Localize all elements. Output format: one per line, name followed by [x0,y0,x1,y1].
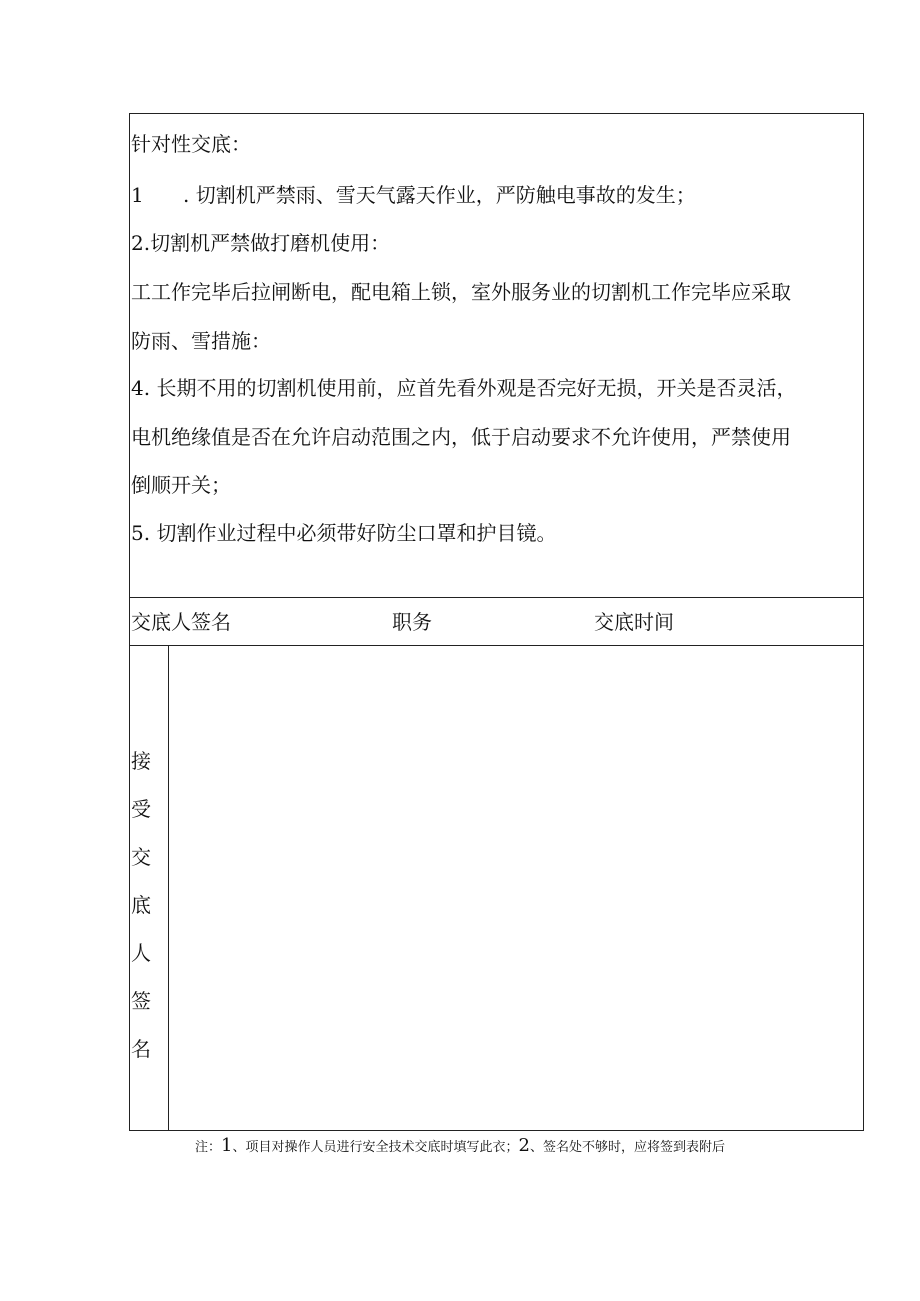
disclosure-time-label: 交底时间 [594,610,674,634]
footnote [0,1136,920,1158]
footnote-prefix: 注： [195,1140,222,1155]
briefing-item-1-number: 1 [131,183,144,207]
divider-signature-bottom [129,645,864,646]
briefing-heading: 针对性交底： [131,132,251,156]
footnote-text-2: 、签名处不够时，应将签到表附后 [529,1140,725,1155]
briefing-item-4-line-2: 电机绝缘值是否在允许启动范围之内，低于启动要求不允许使用，严禁使用 [131,425,791,449]
briefing-item-4-line-1: 4. 长期不用的切割机使用前，应首先看外观是否完好无损，开关是否灵活， [131,376,797,400]
briefing-item-3-line-1: 工工作完毕后拉闸断电，配电箱上锁，室外服务业的切割机工作完毕应采取 [131,280,791,304]
briefing-item-5: 5. 切割作业过程中必须带好防尘口罩和护目镜。 [131,521,557,545]
briefing-item-3-line-2: 防雨、雪措施： [131,329,271,353]
briefing-item-1: . 切割机严禁雨、雪天气露天作业，严防触电事故的发生； [183,183,696,207]
footnote-text-1: 、项目对操作人员进行安全技术交底时填写此衣； [232,1140,519,1155]
divider-receiver-column [168,645,169,1131]
receiver-signature-label: 接受交底人签名 [131,749,151,1061]
divider-signature-top [129,597,864,598]
position-label: 职务 [392,610,432,634]
briefing-table [129,113,864,1131]
footnote-number-1: 1 [221,1135,233,1156]
briefing-item-2: 2.切割机严禁做打磨机使用： [131,231,391,255]
footnote-number-2: 2 [518,1135,530,1156]
discloser-signature-label: 交底人签名 [131,610,231,634]
briefing-item-4-line-3: 倒顺开关； [131,473,231,497]
